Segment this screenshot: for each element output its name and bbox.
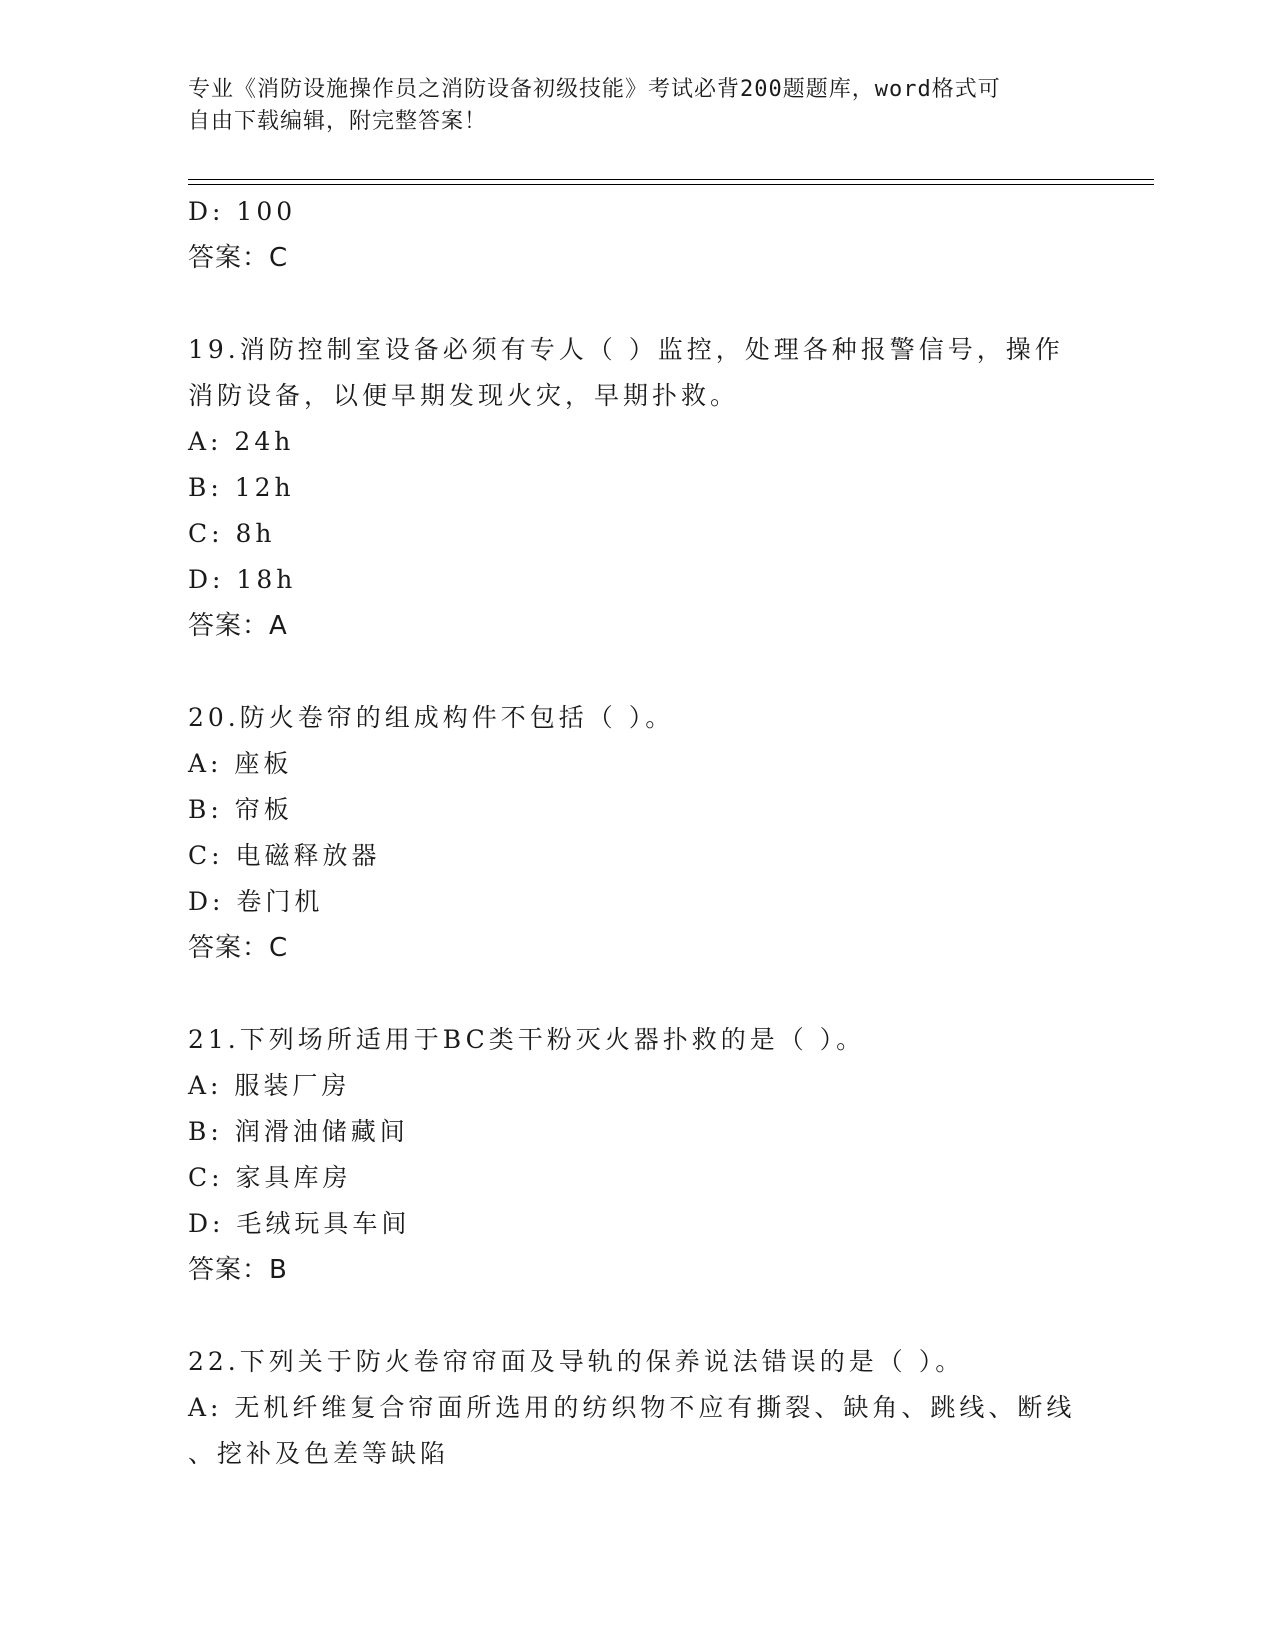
option-c: C: 电磁释放器 — [188, 841, 381, 870]
option-a-continued: 、挖补及色差等缺陷 — [188, 1439, 450, 1468]
question-stem: 消防设备，以便早期发现火灾，早期扑救。 — [188, 381, 740, 410]
answer-line: 答案：B — [188, 1255, 288, 1285]
option-b: B: 帘板 — [188, 795, 293, 824]
option-a: A: 24h — [188, 427, 295, 456]
answer-line: 答案：C — [188, 933, 289, 963]
option-d: D: 100 — [188, 197, 297, 226]
option-d: D: 18h — [188, 565, 297, 594]
question-19 — [188, 327, 1088, 649]
spacer — [188, 281, 1088, 327]
option-c: C: 8h — [188, 519, 276, 548]
question-stem: 19.消防控制室设备必须有专人（ ）监控，处理各种报警信号，操作 — [188, 335, 1064, 364]
option-b: B: 12h — [188, 473, 295, 502]
answer-line: 答案：C — [188, 243, 289, 273]
option-a: A: 服装厂房 — [188, 1071, 351, 1100]
answer-line: 答案：A — [188, 611, 288, 641]
header-divider-thick — [188, 179, 1154, 180]
question-content — [188, 189, 1088, 1477]
spacer — [188, 971, 1088, 1017]
option-d: D: 毛绒玩具车间 — [188, 1209, 411, 1238]
document-header — [188, 74, 1068, 138]
option-a: A: 座板 — [188, 749, 293, 778]
spacer — [188, 649, 1088, 695]
header-line-2: 自由下载编辑，附完整答案！ — [188, 109, 488, 134]
spacer — [188, 1293, 1088, 1339]
question-21 — [188, 1017, 1088, 1293]
option-d: D: 卷门机 — [188, 887, 324, 916]
question-stem: 22.下列关于防火卷帘帘面及导轨的保养说法错误的是（ ）。 — [188, 1347, 965, 1376]
option-b: B: 润滑油储藏间 — [188, 1117, 409, 1146]
question-20 — [188, 695, 1088, 971]
question-22 — [188, 1339, 1088, 1477]
option-a: A: 无机纤维复合帘面所选用的纺织物不应有撕裂、缺角、跳线、断线 — [188, 1393, 1076, 1422]
question-stem: 21.下列场所适用于BC类干粉灭火器扑救的是（ ）。 — [188, 1025, 866, 1054]
question-stem: 20.防火卷帘的组成构件不包括（ ）。 — [188, 703, 675, 732]
option-c: C: 家具库房 — [188, 1163, 352, 1192]
header-divider-thin — [188, 184, 1154, 185]
header-line-1: 专业《消防设施操作员之消防设备初级技能》考试必背200题题库，word格式可 — [188, 77, 1001, 102]
